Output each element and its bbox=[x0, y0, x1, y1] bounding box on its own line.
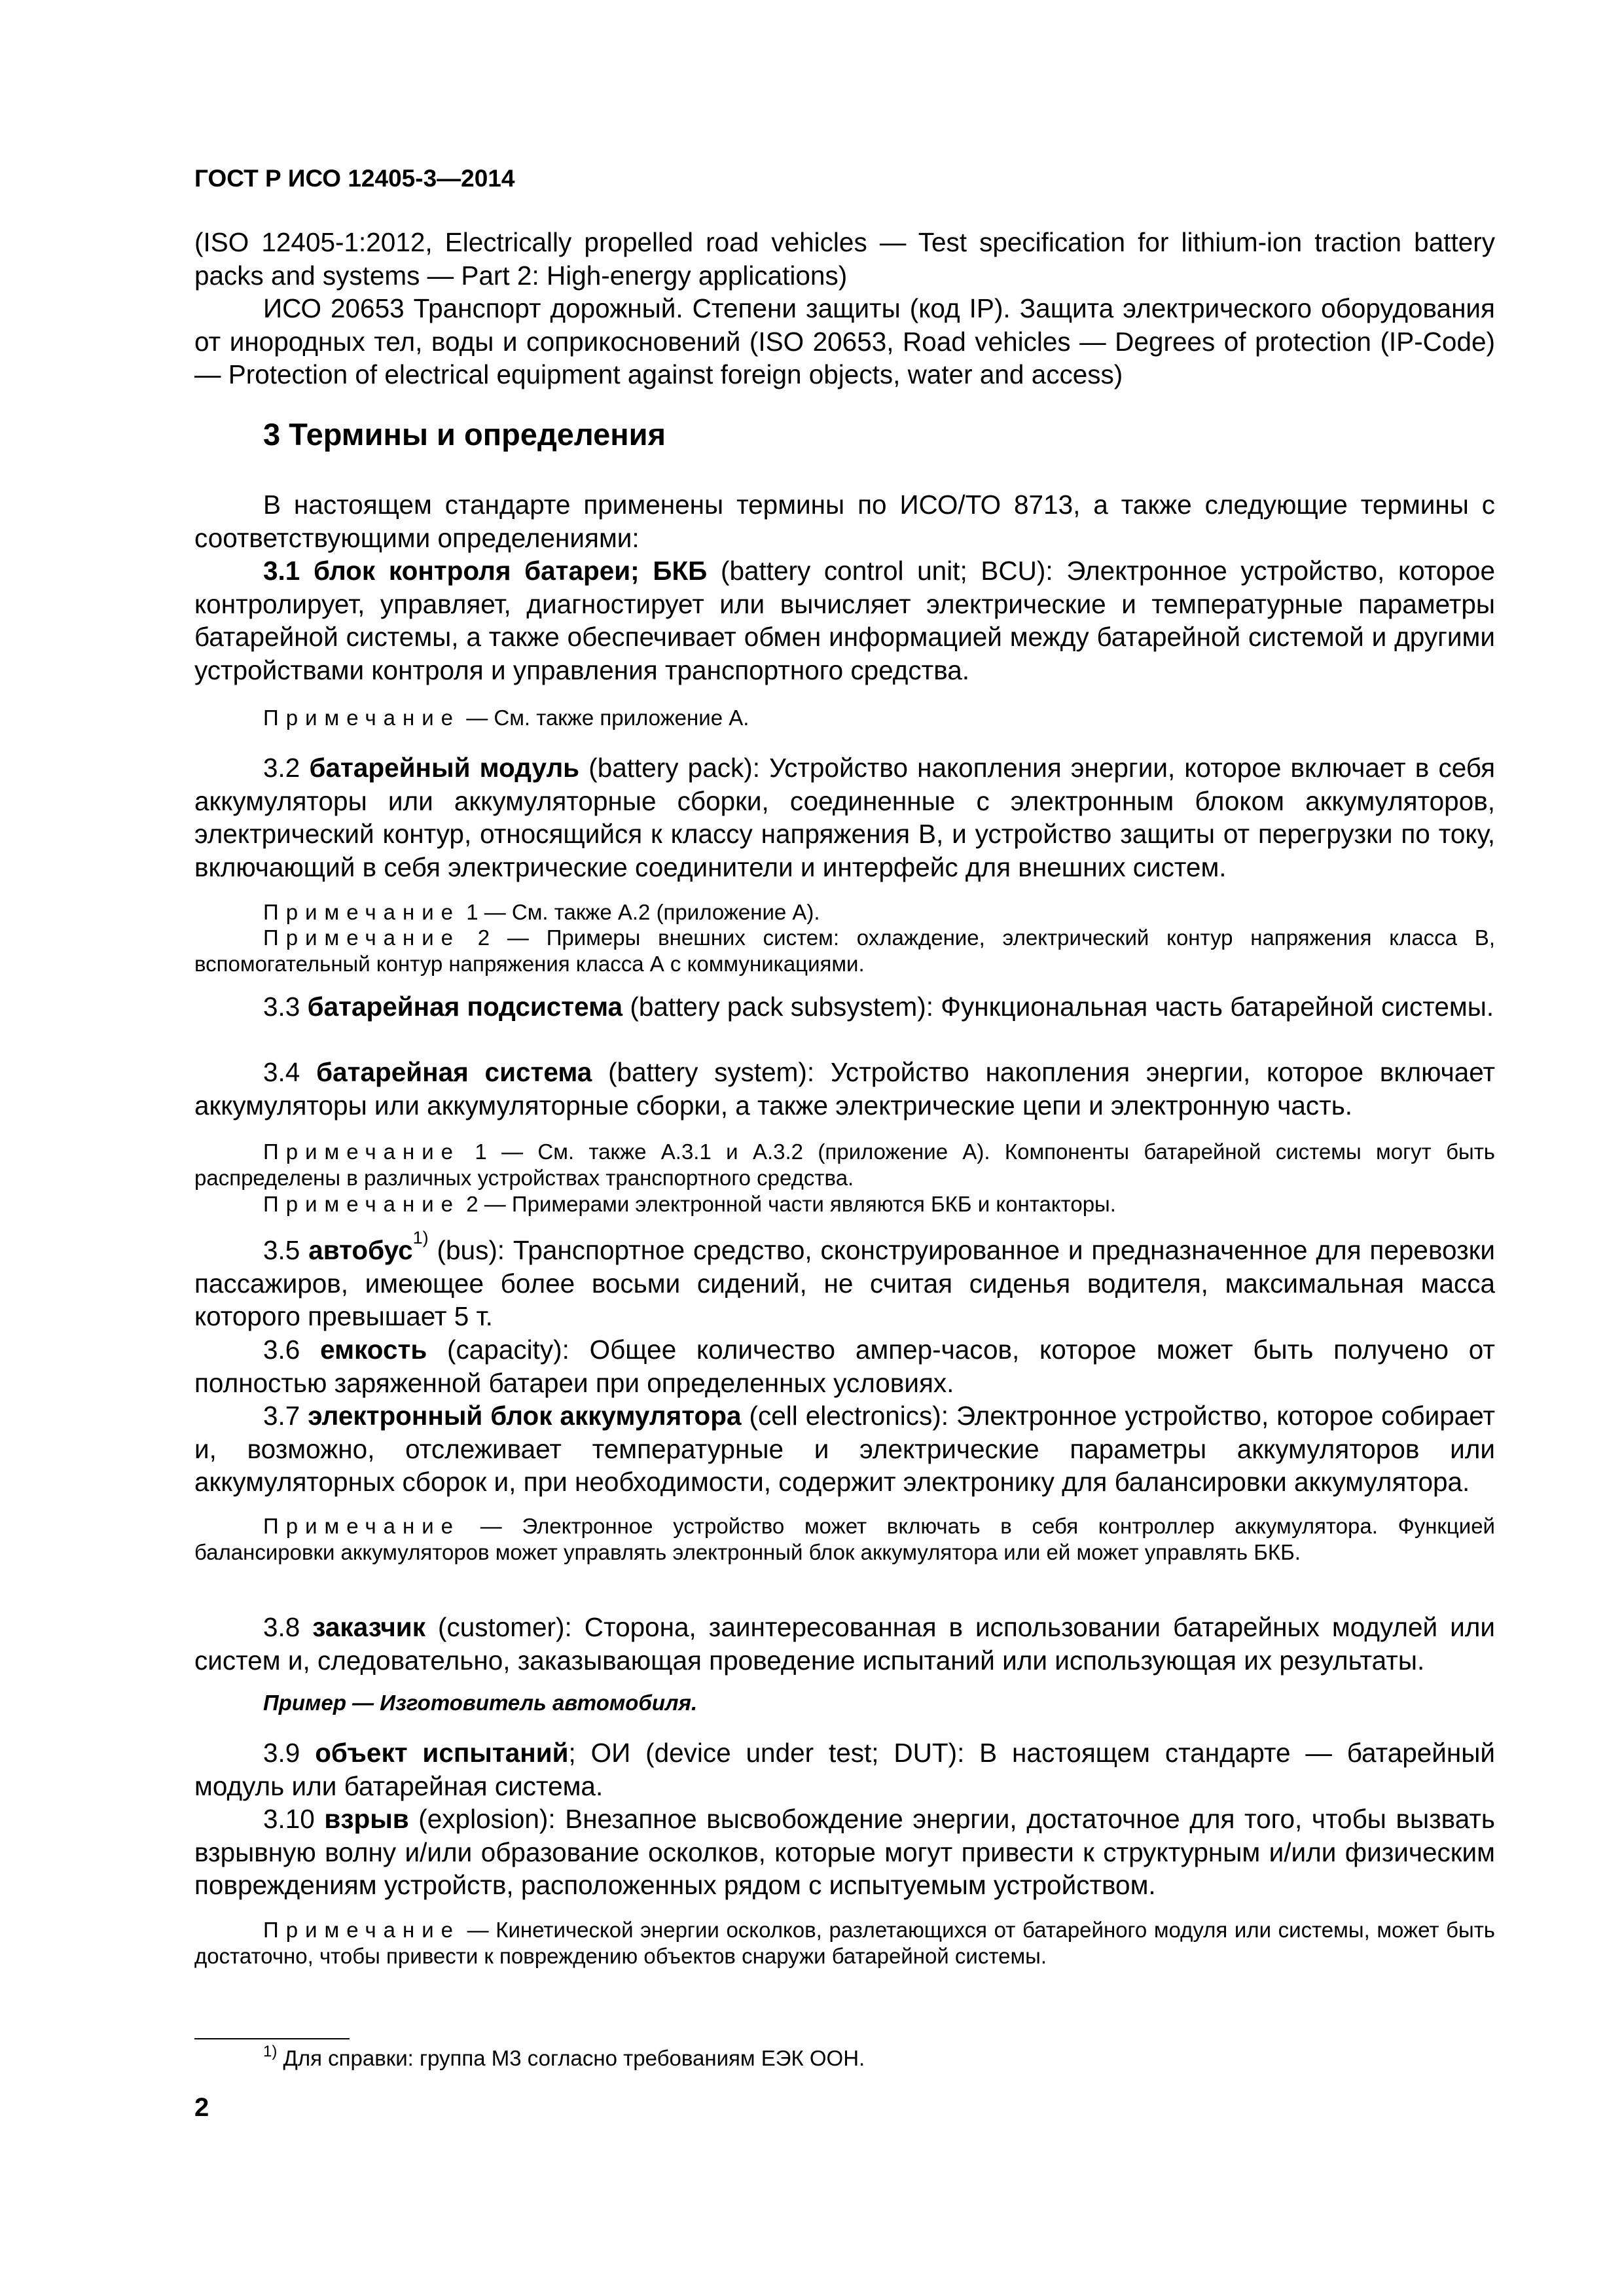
note-3-10 bbox=[194, 1917, 1495, 1969]
footnote bbox=[263, 2045, 865, 2072]
note-3-4-1 bbox=[194, 1139, 1495, 1191]
note-3-1 bbox=[194, 705, 1495, 731]
reference-text: (ISO 12405-1:2012, Electrically propelled road vehicles — Test specification for lithium-ion traction battery packs and systems — Part 2: High-energy applications) bbox=[194, 227, 1495, 291]
term-definition: (capacity): Общее количество ампер-часов, которое может быть получено от полностью заряженной батареи при определенных условиях. bbox=[194, 1335, 1495, 1398]
footnote-mark: 1) bbox=[263, 2043, 278, 2060]
document-header: ГОСТ Р ИСО 12405-3—2014 bbox=[194, 165, 515, 192]
term-number: 3.3 bbox=[263, 992, 300, 1022]
term-name: взрыв bbox=[324, 1804, 409, 1834]
term-number: 3.4 bbox=[263, 1057, 300, 1087]
term-definition: (bus): Транспортное средство, сконструированное и предназначенное для перевозки пассажиров, имеющее более восьми сидений, не считая сиденья водителя, максимальная масса которого превышает 5 т. bbox=[194, 1235, 1495, 1331]
term-3-10 bbox=[194, 1803, 1495, 1902]
term-3-2 bbox=[194, 751, 1495, 884]
note-text: — Электронное устройство может включать в себя контроллер аккумулятора. Функцией балансировки аккумуляторов может управлять электронный блок аккумулятора или ей может управлять БКБ. bbox=[194, 1514, 1495, 1564]
note-label: Примечание bbox=[263, 1139, 461, 1164]
footnote-ref: 1) bbox=[412, 1228, 429, 1247]
term-number: 3.10 bbox=[263, 1804, 315, 1834]
term-3-1 bbox=[194, 554, 1495, 687]
term-3-6 bbox=[194, 1333, 1495, 1399]
term-number: 3.7 bbox=[263, 1401, 300, 1431]
term-3-9 bbox=[194, 1736, 1495, 1803]
term-number: 3.1 bbox=[263, 556, 300, 586]
term-name: электронный блок аккумулятора bbox=[308, 1401, 742, 1431]
note-3-7 bbox=[194, 1513, 1495, 1566]
term-3-4 bbox=[194, 1056, 1495, 1122]
note-label: Примечание bbox=[263, 900, 461, 924]
intro-paragraph bbox=[194, 488, 1495, 554]
term-name: автобус bbox=[308, 1235, 413, 1265]
note-text: — Кинетической энергии осколков, разлетающихся от батарейного модуля или системы, может быть достаточно, чтобы привести к повреждению объектов снаружи батарейной системы. bbox=[194, 1918, 1495, 1968]
note-label: Примечание bbox=[263, 1192, 461, 1216]
term-name: блок контроля батареи; БКБ bbox=[313, 556, 708, 586]
term-name: батарейная система bbox=[316, 1057, 592, 1087]
term-number: 3.6 bbox=[263, 1335, 300, 1365]
reference-iso-20653 bbox=[194, 292, 1495, 391]
intro-text: В настоящем стандарте применены термины по ИСО/ТО 8713, а также следующие термины с соответствующими определениями: bbox=[194, 490, 1495, 553]
reference-text: ИСО 20653 Транспорт дорожный. Степени защиты (код IP). Защита электрического оборудования от инородных тел, воды и соприкосновений (ISO 20653, Road vehicles — Degrees of protection (IP-Code) — Protection of electrical equipment against foreign objects, water and access) bbox=[194, 293, 1495, 389]
term-3-7 bbox=[194, 1399, 1495, 1499]
term-name: емкость bbox=[320, 1335, 427, 1365]
term-3-3 bbox=[194, 990, 1495, 1024]
footnote-separator bbox=[194, 2038, 350, 2039]
example-text: Пример — Изготовитель автомобиля. bbox=[263, 1691, 698, 1715]
term-definition: (battery pack): Устройство накопления энергии, которое включает в себя аккумуляторы или аккумуляторные сборки, соединенные с электронным блоком аккумуляторов, электрический контур, относящийся к классу напряжения В, и устройство защиты от перегрузки по току, включающий в себя электрические соединители и интерфейс для внешних систем. bbox=[194, 753, 1496, 882]
term-definition: (cell electronics): Электронное устройство, которое собирает и, возможно, отслеживает температурные и электрические параметры аккумуляторов или аккумуляторных сборок и, при необходимости, содержит электронику для балансировки аккумулятора. bbox=[194, 1401, 1495, 1497]
term-name: заказчик bbox=[312, 1612, 425, 1642]
term-name: объект испытаний bbox=[315, 1738, 569, 1768]
term-name: батарейный модуль bbox=[309, 753, 580, 783]
note-label: Примечание bbox=[263, 925, 461, 950]
footnote-text: Для справки: группа М3 согласно требованиям ЕЭК ООН. bbox=[283, 2046, 865, 2070]
term-number: 3.9 bbox=[263, 1738, 300, 1768]
term-3-5 bbox=[194, 1228, 1495, 1333]
example-3-8 bbox=[194, 1690, 1495, 1716]
term-definition: ; ОИ (device under test; DUT): В настоящем стандарте — батарейный модуль или батарейная система. bbox=[194, 1738, 1495, 1801]
reference-iso-12405-1 bbox=[194, 226, 1495, 292]
term-name: батарейная подсистема bbox=[307, 992, 623, 1022]
note-text: 1 — См. также А.2 (приложение А). bbox=[466, 900, 820, 924]
note-label: Примечание bbox=[263, 706, 461, 730]
term-definition: (battery system): Устройство накопления энергии, которое включает аккумуляторы или аккумуляторные сборки, а также электрические цепи и электронную часть. bbox=[194, 1057, 1495, 1121]
note-3-2-1 bbox=[194, 899, 1495, 925]
term-definition: (battery control unit; BCU): Электронное устройство, которое контролирует, управляет, диагностирует или вычисляет электрические и температурные параметры батарейной системы, а также обеспечивает обмен информацией между батарейной системой и другими устройствами контроля и управления транспортного средства. bbox=[194, 556, 1495, 685]
note-3-2-2 bbox=[194, 925, 1495, 977]
note-text: 2 — Примерами электронной части являются БКБ и контакторы. bbox=[466, 1192, 1116, 1216]
note-text: 1 — См. также А.3.1 и А.3.2 (приложение А). Компоненты батарейной системы могут быть распределены в различных устройствах транспортного средства. bbox=[194, 1139, 1495, 1190]
note-3-4-2 bbox=[194, 1191, 1495, 1217]
note-label: Примечание bbox=[263, 1514, 461, 1538]
page-number: 2 bbox=[194, 2093, 209, 2122]
note-text: 2 — Примеры внешних систем: охлаждение, электрический контур напряжения класса В, вспомогательный контур напряжения класса А с коммуникациями. bbox=[194, 925, 1495, 976]
section-title: 3 Термины и определения bbox=[263, 417, 666, 452]
term-definition: (explosion): Внезапное высвобождение энергии, достаточное для того, чтобы вызвать взрывную волну и/или образование осколков, которые могут привести к структурным и/или физическим повреждениям устройств, расположенных рядом с испытуемым устройством. bbox=[194, 1804, 1495, 1900]
term-number: 3.8 bbox=[263, 1612, 300, 1642]
term-definition: (customer): Сторона, заинтересованная в использовании батарейных модулей или систем и, следовательно, заказывающая проведение испытаний или использующая их результаты. bbox=[194, 1612, 1495, 1676]
term-number: 3.5 bbox=[263, 1235, 300, 1265]
note-text: — См. также приложение А. bbox=[466, 706, 749, 730]
term-number: 3.2 bbox=[263, 753, 300, 783]
note-label: Примечание bbox=[263, 1918, 461, 1942]
term-3-8 bbox=[194, 1611, 1495, 1677]
term-definition: (battery pack subsystem): Функциональная часть батарейной системы. bbox=[630, 992, 1494, 1022]
